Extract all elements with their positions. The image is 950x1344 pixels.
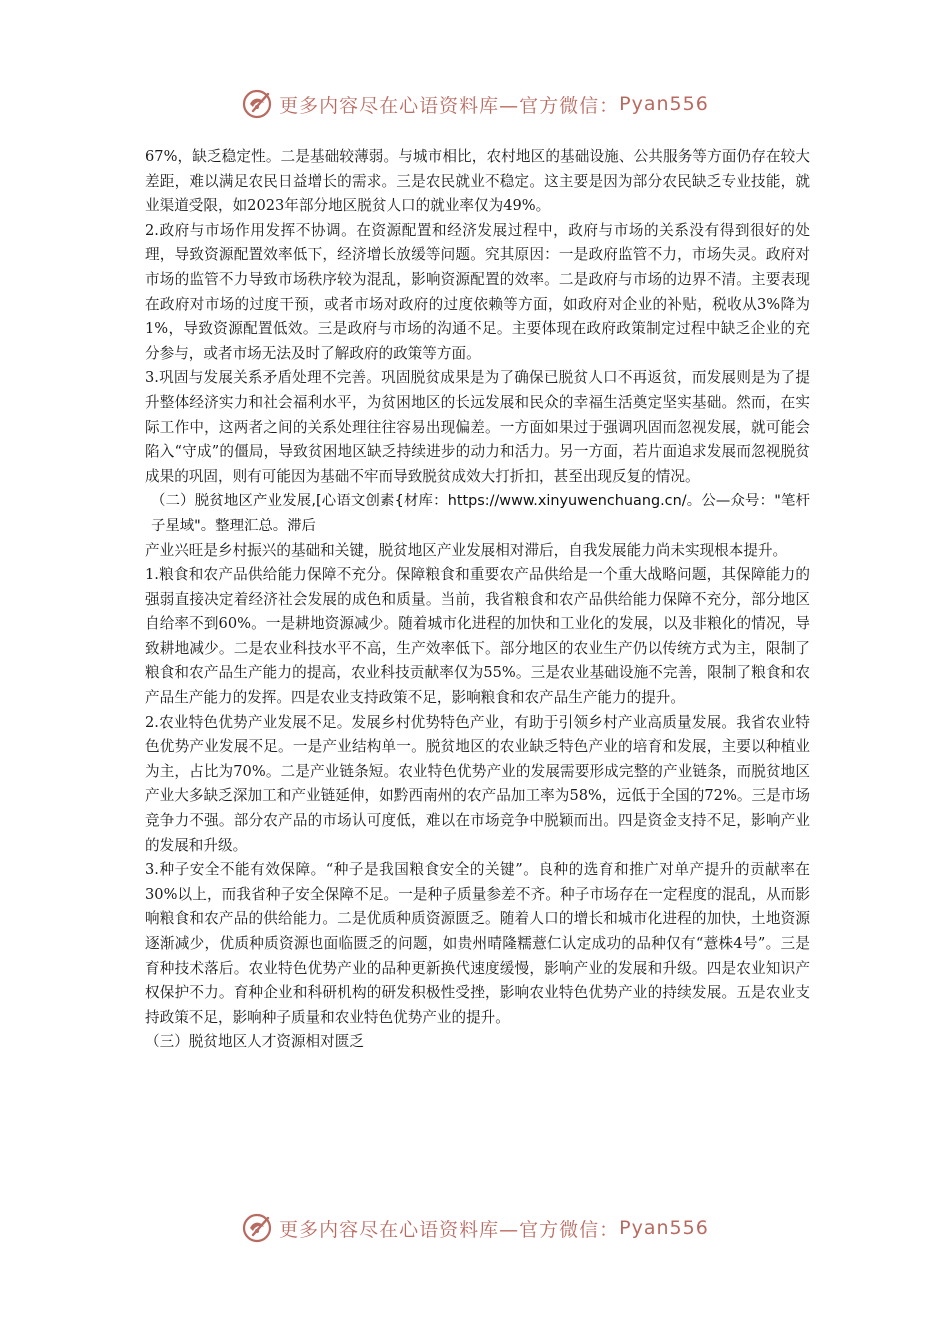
- document-body: [145, 145, 810, 1055]
- banner-wechat-id: Pyan556: [619, 93, 709, 115]
- paragraph: 67%，缺乏稳定性。二是基础较薄弱。与城市相比，农村地区的基础设施、公共服务等方面仍存在较大差距，难以满足农民日益增长的需求。三是农民就业不稳定。这主要是因为部分农民缺乏专业技能，就业渠道受限，如2023年部分地区脱贫人口的就业率仅为49%。: [145, 148, 810, 215]
- header-banner: [0, 84, 950, 124]
- paragraph: 3.巩固与发展关系矛盾处理不完善。巩固脱贫成果是为了确保已脱贫人口不再返贫，而发展则是为了提升整体经济实力和社会福利水平，为贫困地区的长远发展和民众的幸福生活奠定坚实基础。然而，在实际工作中，这两者之间的关系处理往往容易出现偏差。一方面如果过于强调巩固而忽视发展，就可能会陷入“守成”的僵局，导致贫困地区缺乏持续进步的动力和活力。另一方面，若片面追求发展而忽视脱贫成果的巩固，则有可能因为基础不牢而导致脱贫成效大打折扣，甚至出现反复的情况。: [145, 369, 810, 485]
- paragraph: 2.农业特色优势产业发展不足。发展乡村优势特色产业，有助于引领乡村产业高质量发展。我省农业特色优势产业发展不足。一是产业结构单一。脱贫地区的农业缺乏特色产业的培育和发展，主要以种植业为主，占比为70%。二是产业链条短。农业特色优势产业的发展需要形成完整的产业链条，而脱贫地区产业大多缺乏深加工和产业链延伸，如黔西南州的农产品加工率为58%，远低于全国的72%。三是市场竞争力不强。部分农产品的市场认可度低，难以在市场竞争中脱颖而出。四是资金支持不足，影响产业的发展和升级。: [145, 713, 810, 854]
- banner-text: 更多内容尽在心语资料库—官方微信：: [279, 1218, 620, 1241]
- flower-pen-logo-icon: [241, 1211, 275, 1245]
- banner-wechat-id: Pyan556: [619, 1217, 709, 1239]
- paragraph: 产业兴旺是乡村振兴的基础和关键，脱贫地区产业发展相对滞后，自我发展能力尚未实现根本提升。: [145, 541, 788, 559]
- footer-banner: [0, 1208, 950, 1248]
- section-heading: （三）脱贫地区人才资源相对匮乏: [145, 1033, 364, 1051]
- banner-text: 更多内容尽在心语资料库—官方微信：: [279, 94, 620, 117]
- paragraph: 1.粮食和农产品供给能力保障不充分。保障粮食和重要农产品供给是一个重大战略问题，其保障能力的强弱直接决定着经济社会发展的成色和质量。当前，我省粮食和农产品供给能力保障不充分，部分地区自给率不到60%。一是耕地资源减少。随着城市化进程的加快和工业化的发展，以及非粮化的情况，导致耕地减少。二是农业科技水平不高，生产效率低下。部分地区的农业生产仍以传统方式为主，限制了粮食和农产品生产能力的提高，农业科技贡献率仅为55%。三是农业基础设施不完善，限制了粮食和农产品生产能力的发挥。四是农业支持政策不足，影响粮食和农产品生产能力的提升。: [145, 566, 810, 707]
- flower-pen-logo-icon: [241, 87, 275, 121]
- paragraph: 3.种子安全不能有效保障。“种子是我国粮食安全的关键”。良种的选育和推广对单产提升的贡献率在30%以上，而我省种子安全保障不足。一是种子质量参差不齐。种子市场存在一定程度的混乱，从而影响粮食和农产品的供给能力。二是优质种质资源匮乏。随着人口的增长和城市化进程的加快，土地资源逐渐减少，优质种质资源也面临匮乏的问题，如贵州晴隆糯薏仁认定成功的品种仅有“薏株4号”。三是育种技术落后。农业特色优势产业的品种更新换代速度缓慢，影响产业的发展和升级。四是农业知识产权保护不力。育种企业和科研机构的研发积极性受挫，影响农业特色优势产业的持续发展。五是农业支持政策不足，影响种子质量和农业特色优势产业的提升。: [145, 861, 810, 1026]
- section-heading: （二）脱贫地区产业发展,[心语文创素{材库：https://www.xinyuwenchuang.cn/。公—众号："笔杆子星域"。整理汇总。滞后: [151, 493, 810, 534]
- paragraph: 2.政府与市场作用发挥不协调。在资源配置和经济发展过程中，政府与市场的关系没有得到很好的处理，导致资源配置效率低下，经济增长放缓等问题。究其原因：一是政府监管不力，市场失灵。政府对市场的监管不力导致市场秩序较为混乱，影响资源配置的效率。二是政府与市场的边界不清。主要表现在政府对市场的过度干预，或者市场对政府的过度依赖等方面，如政府对企业的补贴，税收从3%降为1%，导致资源配置低效。三是政府与市场的沟通不足。主要体现在政府政策制定过程中缺乏企业的充分参与，或者市场无法及时了解政府的政策等方面。: [145, 221, 810, 362]
